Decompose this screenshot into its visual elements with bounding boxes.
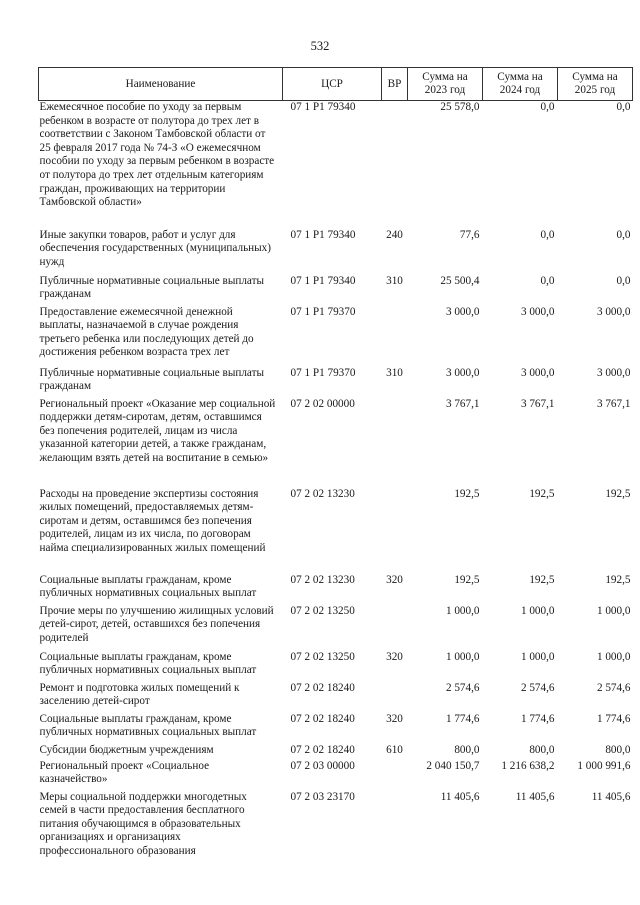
row-vr: 310: [386, 274, 403, 287]
row-csr: 07 2 02 18240: [290, 712, 355, 725]
row-sum-2023: 192,5: [454, 573, 480, 586]
row-csr: 07 2 02 18240: [290, 743, 355, 756]
row-name: Публичные нормативные социальные выплаты гражданам: [39, 274, 265, 301]
header-name: Наименование: [39, 68, 283, 101]
row-vr: [382, 398, 408, 488]
header-csr: ЦСР: [283, 68, 382, 101]
row-csr: 07 2 02 00000: [290, 397, 355, 410]
table-row: [39, 651, 633, 682]
table-row: [39, 306, 633, 367]
row-vr: [382, 760, 408, 791]
row-sum-2023: 3 767,1: [445, 397, 480, 410]
table-row: [39, 760, 633, 791]
row-sum-2025: 0,0: [616, 228, 631, 241]
row-name: Социальные выплаты гражданам, кроме публичных нормативных социальных выплат: [39, 712, 257, 739]
row-sum-2024: 192,5: [529, 487, 555, 500]
row-sum-2025: 3 767,1: [596, 397, 631, 410]
row-sum-2024: 3 000,0: [520, 305, 555, 318]
row-sum-2025: 192,5: [605, 573, 631, 586]
row-vr: [382, 605, 408, 651]
row-sum-2025: 1 000,0: [596, 604, 631, 617]
row-sum-2025: 3 000,0: [596, 305, 631, 318]
row-sum-2023: 1 774,6: [445, 712, 480, 725]
row-sum-2024: 1 000,0: [520, 650, 555, 663]
budget-table: [38, 67, 633, 865]
row-sum-2024: 0,0: [540, 228, 555, 241]
row-sum-2023: 77,6: [459, 228, 480, 241]
table-row: [39, 744, 633, 760]
row-csr: 07 2 02 13250: [290, 604, 355, 617]
row-sum-2025: 1 000,0: [596, 650, 631, 663]
row-sum-2024: 3 000,0: [520, 366, 555, 379]
row-vr: 320: [386, 712, 403, 725]
row-sum-2024: 0,0: [540, 101, 555, 113]
row-name: Расходы на проведение экспертизы состояния жилых помещений, предоставляемых детям-сиротам и детям, оставшимся без попечения родителей, лицам из их числа, по договорам найма специализированных жилых помещений: [39, 487, 266, 554]
row-name: Социальные выплаты гражданам, кроме публичных нормативных социальных выплат: [39, 650, 257, 677]
row-name: Региональный проект «Оказание мер социальной поддержки детям-сиротам, детям, оставшимся без попечения родителей, лицам из числа указанной категории детей, а также гражданам, желающим взять детей на воспитание в семью»: [39, 397, 276, 464]
row-vr: [382, 101, 408, 229]
row-vr: [382, 791, 408, 865]
row-name: Ремонт и подготовка жилых помещений к заселению детей-сирот: [39, 681, 240, 708]
row-sum-2023: 25 500,4: [440, 274, 480, 287]
row-csr: 07 1 Р1 79370: [290, 305, 356, 318]
row-csr: 07 1 Р1 79340: [290, 274, 356, 287]
row-sum-2024: 192,5: [529, 573, 555, 586]
row-sum-2023: 2 574,6: [445, 681, 480, 694]
row-name: Региональный проект «Социальное казначейство»: [39, 759, 210, 786]
row-sum-2024: 11 405,6: [515, 790, 555, 803]
row-sum-2025: 11 405,6: [591, 790, 631, 803]
row-name: Субсидии бюджетным учреждениям: [39, 743, 214, 756]
row-sum-2023: 2 040 150,7: [426, 759, 480, 772]
table-header-row: [39, 68, 633, 101]
row-name: Прочие меры по улучшению жилищных условий детей-сирот, детей, оставшихся без попечения родителей: [39, 604, 274, 644]
row-vr: 610: [386, 743, 403, 756]
table-row: [39, 574, 633, 605]
header-vr: ВР: [382, 68, 408, 101]
row-name: Предоставление ежемесячной денежной выплаты, назначаемой в случае рождения третьего ребенка или последующих детей до достижения ребенком возраста трех лет: [39, 305, 254, 359]
row-sum-2023: 800,0: [454, 743, 480, 756]
row-csr: 07 2 03 00000: [290, 759, 355, 772]
row-sum-2024: 3 767,1: [520, 397, 555, 410]
table-row: [39, 229, 633, 275]
table-row: [39, 398, 633, 488]
row-sum-2025: 1 774,6: [596, 712, 631, 725]
table-row: [39, 488, 633, 574]
row-name: Меры социальной поддержки многодетных семей в части предоставления бесплатного питания обучающимся в образовательных организациях и организациях профессионального образования: [39, 790, 247, 857]
row-sum-2025: 0,0: [616, 101, 631, 113]
header-sum-2023: Сумма на 2023 год: [408, 68, 483, 101]
row-csr: 07 2 02 18240: [290, 681, 355, 694]
page-number: 532: [310, 39, 330, 53]
row-sum-2024: 800,0: [529, 743, 555, 756]
row-sum-2025: 2 574,6: [596, 681, 631, 694]
row-sum-2023: 25 578,0: [440, 101, 480, 113]
row-name: Ежемесячное пособие по уходу за первым ребенком в возрасте от полутора до трех лет в соответствии с Законом Тамбовской области от 25 февраля 2017 года № 74-З «О ежемесячном пособии по уходу за первым ребенком в возрасте от полутора до трех лет отдельным категориям граждан, проживающих на территории Тамбовской области»: [39, 101, 275, 209]
row-vr: [382, 306, 408, 367]
row-csr: 07 2 02 13230: [290, 487, 355, 500]
header-sum-2025: Сумма на 2025 год: [558, 68, 633, 101]
row-sum-2023: 3 000,0: [445, 366, 480, 379]
table-row: [39, 605, 633, 651]
row-sum-2025: 3 000,0: [596, 366, 631, 379]
row-sum-2025: 1 000 991,6: [577, 759, 631, 772]
row-sum-2024: 1 774,6: [520, 712, 555, 725]
row-sum-2025: 800,0: [605, 743, 631, 756]
row-csr: 07 2 03 23170: [290, 790, 355, 803]
row-name: Иные закупки товаров, работ и услуг для обеспечения государственных (муниципальных) нужд: [39, 228, 271, 268]
row-sum-2023: 192,5: [454, 487, 480, 500]
table-row: [39, 682, 633, 713]
row-sum-2024: 0,0: [540, 274, 555, 287]
row-name: Социальные выплаты гражданам, кроме публичных нормативных социальных выплат: [39, 573, 257, 600]
row-name: Публичные нормативные социальные выплаты гражданам: [39, 366, 265, 393]
row-csr: 07 2 02 13250: [290, 650, 355, 663]
row-sum-2023: 11 405,6: [440, 790, 480, 803]
row-vr: [382, 682, 408, 713]
row-sum-2023: 1 000,0: [445, 650, 480, 663]
table-row: [39, 367, 633, 398]
table-row: [39, 713, 633, 744]
row-csr: 07 2 02 13230: [290, 573, 355, 586]
table-row: [39, 275, 633, 306]
row-sum-2025: 192,5: [605, 487, 631, 500]
row-sum-2023: 3 000,0: [445, 305, 480, 318]
row-sum-2024: 1 000,0: [520, 604, 555, 617]
row-sum-2024: 2 574,6: [520, 681, 555, 694]
table-row: [39, 101, 633, 229]
row-sum-2023: 1 000,0: [445, 604, 480, 617]
row-csr: 07 1 Р1 79340: [290, 228, 356, 241]
row-csr: 07 1 Р1 79340: [290, 101, 356, 113]
row-csr: 07 1 Р1 79370: [290, 366, 356, 379]
header-sum-2024: Сумма на 2024 год: [483, 68, 558, 101]
row-vr: 310: [386, 366, 403, 379]
row-sum-2025: 0,0: [616, 274, 631, 287]
row-vr: 320: [386, 650, 403, 663]
row-vr: 320: [386, 573, 403, 586]
row-vr: 240: [386, 228, 403, 241]
row-sum-2024: 1 216 638,2: [501, 759, 555, 772]
row-vr: [382, 488, 408, 574]
table-row: [39, 791, 633, 865]
